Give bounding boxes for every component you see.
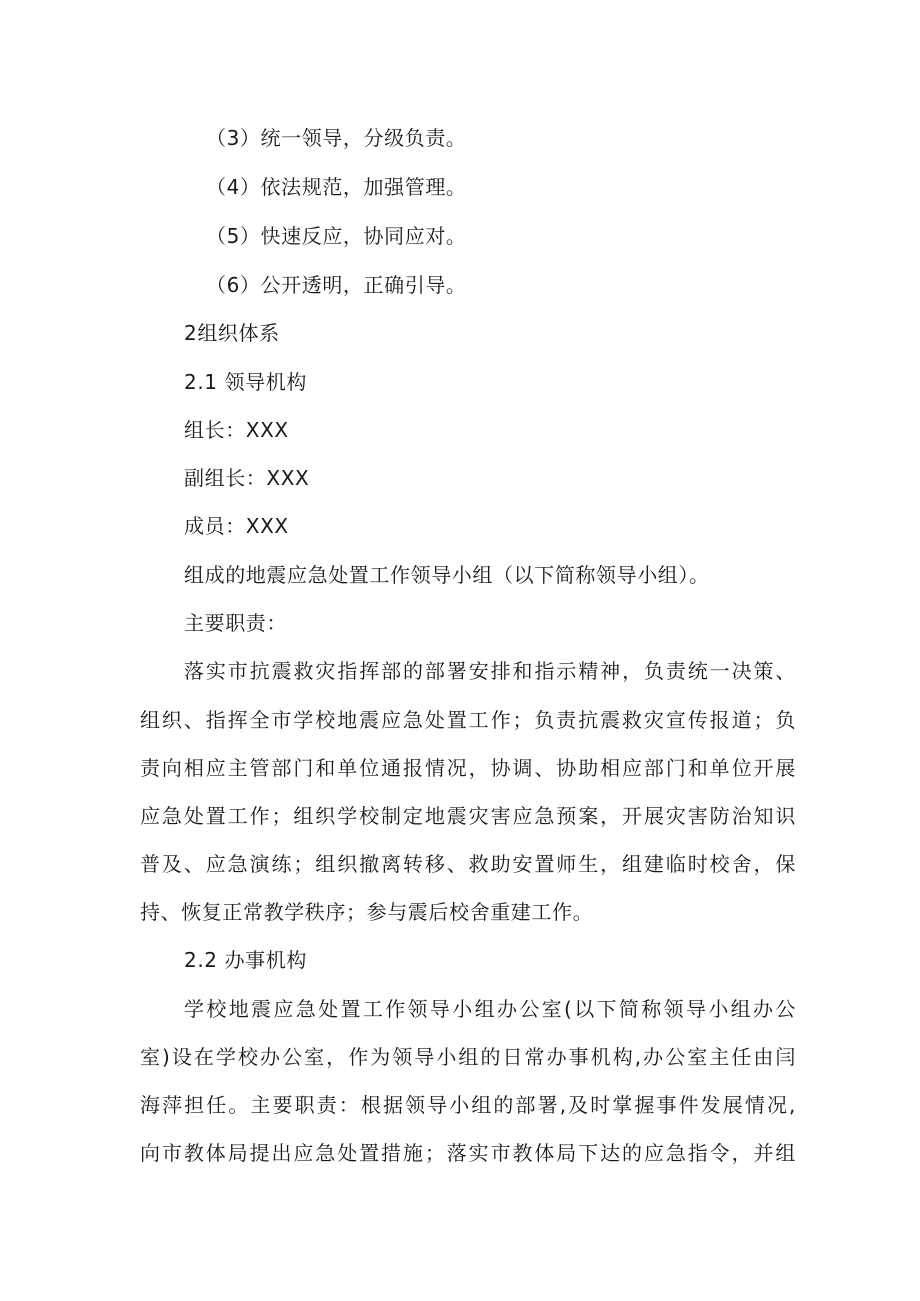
duties-text-line-6: 持、恢复正常教学秩序；参与震后校舍重建工作。 — [140, 900, 594, 924]
section-heading: 2组织体系 — [184, 321, 280, 345]
office-text-line-4: 向市教体局提出应急处置措施；落实市教体局下达的应急指令，并组 — [140, 1141, 796, 1165]
group-formed-line: 组成的地震应急处置工作领导小组（以下简称领导小组）。 — [184, 563, 710, 587]
leader-line: 组长：XXX — [184, 418, 289, 442]
duties-text-line-5: 普及、应急演练；组织撤离转移、救助安置师生，组建临时校舍，保 — [140, 852, 796, 876]
office-text-line-2: 室)设在学校办公室，作为领导小组的日常办事机构,办公室主任由闫 — [140, 1045, 796, 1069]
principle-5: （5）快速反应，协同应对。 — [206, 224, 467, 248]
duties-text-line-3: 责向相应主管部门和单位通报情况，协调、协助相应部门和单位开展 — [140, 756, 796, 780]
members-line: 成员：XXX — [184, 514, 289, 538]
office-text-line-3: 海萍担任。主要职责：根据领导小组的部署,及时掌握事件发展情况, — [140, 1093, 796, 1117]
duties-text-line-1: 落实市抗震救灾指挥部的部署安排和指示精神，负责统一决策、 — [184, 659, 796, 683]
principle-6: （6）公开透明，正确引导。 — [206, 273, 467, 297]
deputy-leader-line: 副组长：XXX — [184, 466, 310, 490]
subsection-heading-leadership: 2.1 领导机构 — [184, 370, 307, 394]
subsection-heading-office: 2.2 办事机构 — [184, 948, 307, 972]
principle-3: （3）统一领导，分级负责。 — [206, 126, 467, 150]
duties-text-line-2: 组织、指挥全市学校地震应急处置工作；负责抗震救灾宣传报道；负 — [140, 708, 796, 732]
duties-text-line-4: 应急处置工作；组织学校制定地震灾害应急预案，开展灾害防治知识 — [140, 804, 796, 828]
office-text-line-1: 学校地震应急处置工作领导小组办公室(以下简称领导小组办公 — [184, 997, 796, 1021]
principle-4: （4）依法规范，加强管理。 — [206, 175, 467, 199]
duties-label: 主要职责： — [184, 611, 287, 635]
